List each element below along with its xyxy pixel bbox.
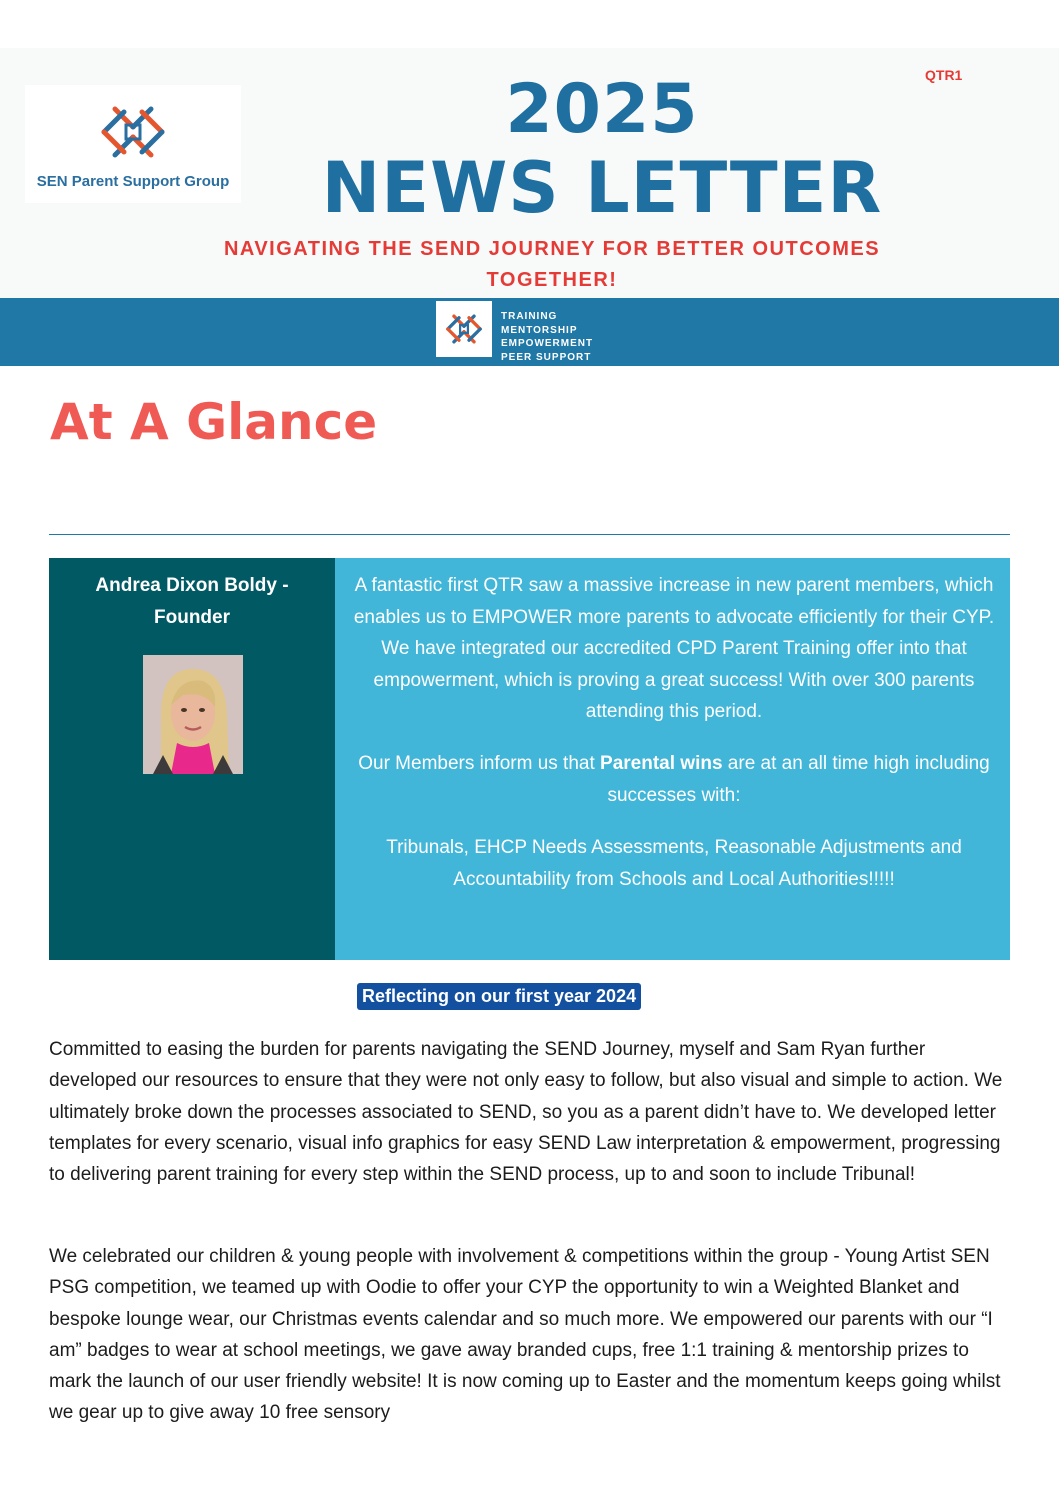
section-title: At A Glance xyxy=(50,393,378,451)
services-list xyxy=(501,310,593,364)
founder-name-line-2: Founder xyxy=(154,607,230,628)
reflection-paragraph-2: We celebrated our children & young people with involvement & competitions within the group - Young Artist SEN PSG competition, we teamed up with Oodie to offer your CYP the opportunity to win a Weighted Blanket and bespoke lounge wear, our Christmas events calendar and so much more. We empowered our parents with our “I am” badges to wear at school meetings, we gave away branded cups, free 1:1 training & mentorship prizes to mark the launch of our user friendly website! It is now coming up to Easter and the momentum keeps going whilst we gear up to give away 10 free sensory xyxy=(49,1246,1001,1424)
summary-paragraph-3: Tribunals, EHCP Needs Assessments, Reasonable Adjustments and Accountability from Schools and Local Authorities!!!!! xyxy=(386,837,962,890)
service-item: MENTORSHIP xyxy=(501,324,578,336)
founder-photo xyxy=(143,655,243,774)
hands-circle-logo-icon xyxy=(90,89,176,175)
summary-paragraph-1: A fantastic first QTR saw a massive increase in new parent members, which enables us to EMPOWER more parents to advocate efficiently for their CYP. We have integrated our accredited CPD Parent Training offer into that empowerment, which is proving a great success! With over 300 parents attending this period. xyxy=(353,575,995,722)
reflection-paragraph-1: Committed to easing the burden for parents navigating the SEND Journey, myself and Sam Ryan further developed our resources to ensure that they were not only easy to follow, but also visual and simple to action. We ultimately broke down the processes associated to SEND, so you as a parent didn’t have to. We developed letter templates for every scenario, visual info graphics for easy SEND Law interpretation & empowerment, progressing to delivering parent training for every step within the SEND process, up to and soon to include Tribunal! xyxy=(49,1039,1003,1186)
divider xyxy=(49,534,1010,535)
summary-text-after: are at an all time high including successes with: xyxy=(607,753,990,806)
service-item: EMPOWERMENT xyxy=(501,338,594,349)
service-item: TRAINING xyxy=(501,311,558,322)
founder-name xyxy=(49,570,335,634)
service-item: PEER SUPPORT xyxy=(501,351,592,363)
quarter-label: QTR1 xyxy=(925,67,963,83)
title-year: 2025 xyxy=(505,70,699,149)
founder-panel xyxy=(49,558,335,960)
tagline-line-1: NAVIGATING THE SEND JOURNEY FOR BETTER OUTCOMES xyxy=(223,238,881,260)
parental-wins-highlight: Parental wins xyxy=(600,753,723,774)
founder-name-line-1: Andrea Dixon Boldy - xyxy=(95,575,289,596)
tagline xyxy=(180,234,924,296)
hands-circle-small-icon xyxy=(440,305,488,353)
reflection-heading: Reflecting on our first year 2024 xyxy=(357,983,641,1010)
summary-text-before: Our Members inform us that xyxy=(358,753,601,774)
band-logo xyxy=(436,301,492,357)
portrait-image xyxy=(143,655,243,774)
page-title: NEWS LETTER xyxy=(321,147,883,229)
summary-panel xyxy=(335,558,1010,960)
services-band xyxy=(0,298,1059,366)
summary-paragraph-2 xyxy=(349,748,999,811)
logo-text: SEN Parent Support Group xyxy=(36,173,230,190)
logo[interactable] xyxy=(25,85,241,203)
tagline-line-2: TOGETHER! xyxy=(486,269,618,291)
